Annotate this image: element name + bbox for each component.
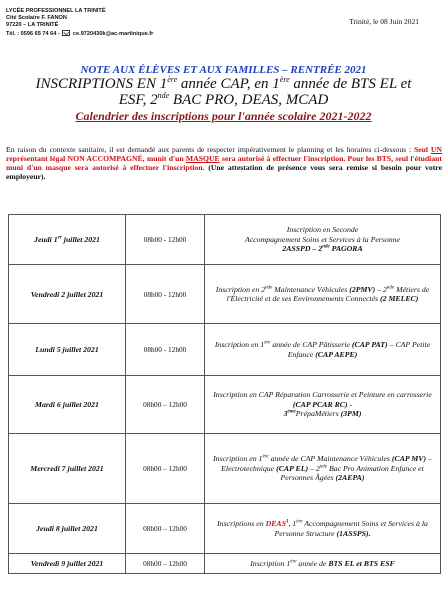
row-description: Inscriptions en DEAS$^1$, 1ère Accompagnement Soins et Services à la Personne Structure (1ASSPS).: [205, 504, 441, 554]
registration-calendar-table: [8, 214, 441, 574]
row-time: 08h00 - 12h00: [126, 265, 205, 324]
notice-title: NOTE AUX ÉLÈVES ET AUX FAMILLES – RENTRÉE 2021: [80, 64, 367, 76]
school-address-line1: Cité Scolaire F. FANON: [6, 15, 67, 21]
school-address-line2: 97220 – LA TRINITÉ: [6, 22, 59, 28]
row-day: Jeudi 8 juillet 2021: [9, 504, 126, 554]
intro-paragraph: En raison du contexte sanitaire, il est demandé aux parents de respecter impérativement le planning et les horaires ci-dessous : Seul UN représentant légal NON ACCOMPAGNÉ, munit d'un MASQUE sera autorisé à effectuer l'inscription. Pour les BTS, seul l'étudiant muni d'un masque sera autorisé à effectuer l'inscription. (Une attestation de présence vous sera remise si besoin pour votre employeur).: [6, 145, 442, 181]
school-phone: Tél. : 0596 65 74 64 -: [6, 31, 60, 37]
school-name: LYCÉE PROFESSIONNEL LA TRINITÉ: [6, 8, 106, 14]
table-row: [9, 215, 441, 265]
row-time: 08h00 - 12h00: [126, 215, 205, 265]
row-day: Mardi 6 juillet 2021: [9, 376, 126, 434]
document-date: Trinité, le 08 Juin 2021: [349, 17, 419, 26]
registration-title-line2: ESF, 2nde BAC PRO, DEAS, MCAD: [118, 91, 329, 108]
table-row: [9, 554, 441, 574]
row-time: 08h00 - 12h00: [126, 324, 205, 376]
calendar-title: Calendrier des inscriptions pour l'année scolaire 2021-2022: [75, 109, 372, 123]
row-description: Inscription en Seconde Accompagnement Soins et Services à la Personne 2ASSPD – 2nde PAGORA: [205, 215, 441, 265]
row-time: 08h00 – 12h00: [126, 434, 205, 504]
row-time: 08h00 – 12h00: [126, 554, 205, 574]
table-row: [9, 434, 441, 504]
row-description: Inscription 1ère année de BTS EL et BTS ESF: [205, 554, 441, 574]
row-description: Inscription en 2nde Maintenance Véhicules (2PMV) – 2nde Métiers de l'Électricité et de ses Environnements Connectés (2 MELEC): [205, 265, 441, 324]
row-description: Inscription en 1ère année de CAP Maintenance Véhicules (CAP MV) – Electrotechnique (CAP EL) – 2nde Bac Pro Animation Enfance et Personnes Âgées (2AEPA): [205, 434, 441, 504]
row-time: 08h00 – 12h00: [126, 504, 205, 554]
row-day: Mercredi 7 juillet 2021: [9, 434, 126, 504]
row-description: Inscription en CAP Réparation Carrosserie et Peinture en carrosserie (CAP PCAR RC) - 3èmePrépaMétiers (3PM): [205, 376, 441, 434]
school-email[interactable]: ce.9720430k@ac-martinique.fr: [72, 31, 154, 37]
table-row: [9, 376, 441, 434]
table-row: [9, 265, 441, 324]
school-contact: [6, 29, 153, 38]
row-day: Vendredi 9 juillet 2021: [9, 554, 126, 574]
row-description: Inscription en 1ère année de CAP Pâtisserie (CAP PAT) – CAP Petite Enfance (CAP AEPE): [205, 324, 441, 376]
registration-title-line1: INSCRIPTIONS EN 1ère année CAP, en 1ère année de BTS EL et: [35, 75, 412, 92]
row-day: Jeudi 1er juillet 2021: [9, 215, 126, 265]
row-day: Vendredi 2 juillet 2021: [9, 265, 126, 324]
row-day: Lundi 5 juillet 2021: [9, 324, 126, 376]
row-time: 08h00 – 12h00: [126, 376, 205, 434]
envelope-icon: [62, 30, 70, 36]
title-block: [14, 64, 433, 123]
school-header: [6, 8, 153, 38]
table-row: [9, 324, 441, 376]
table-row: [9, 504, 441, 554]
